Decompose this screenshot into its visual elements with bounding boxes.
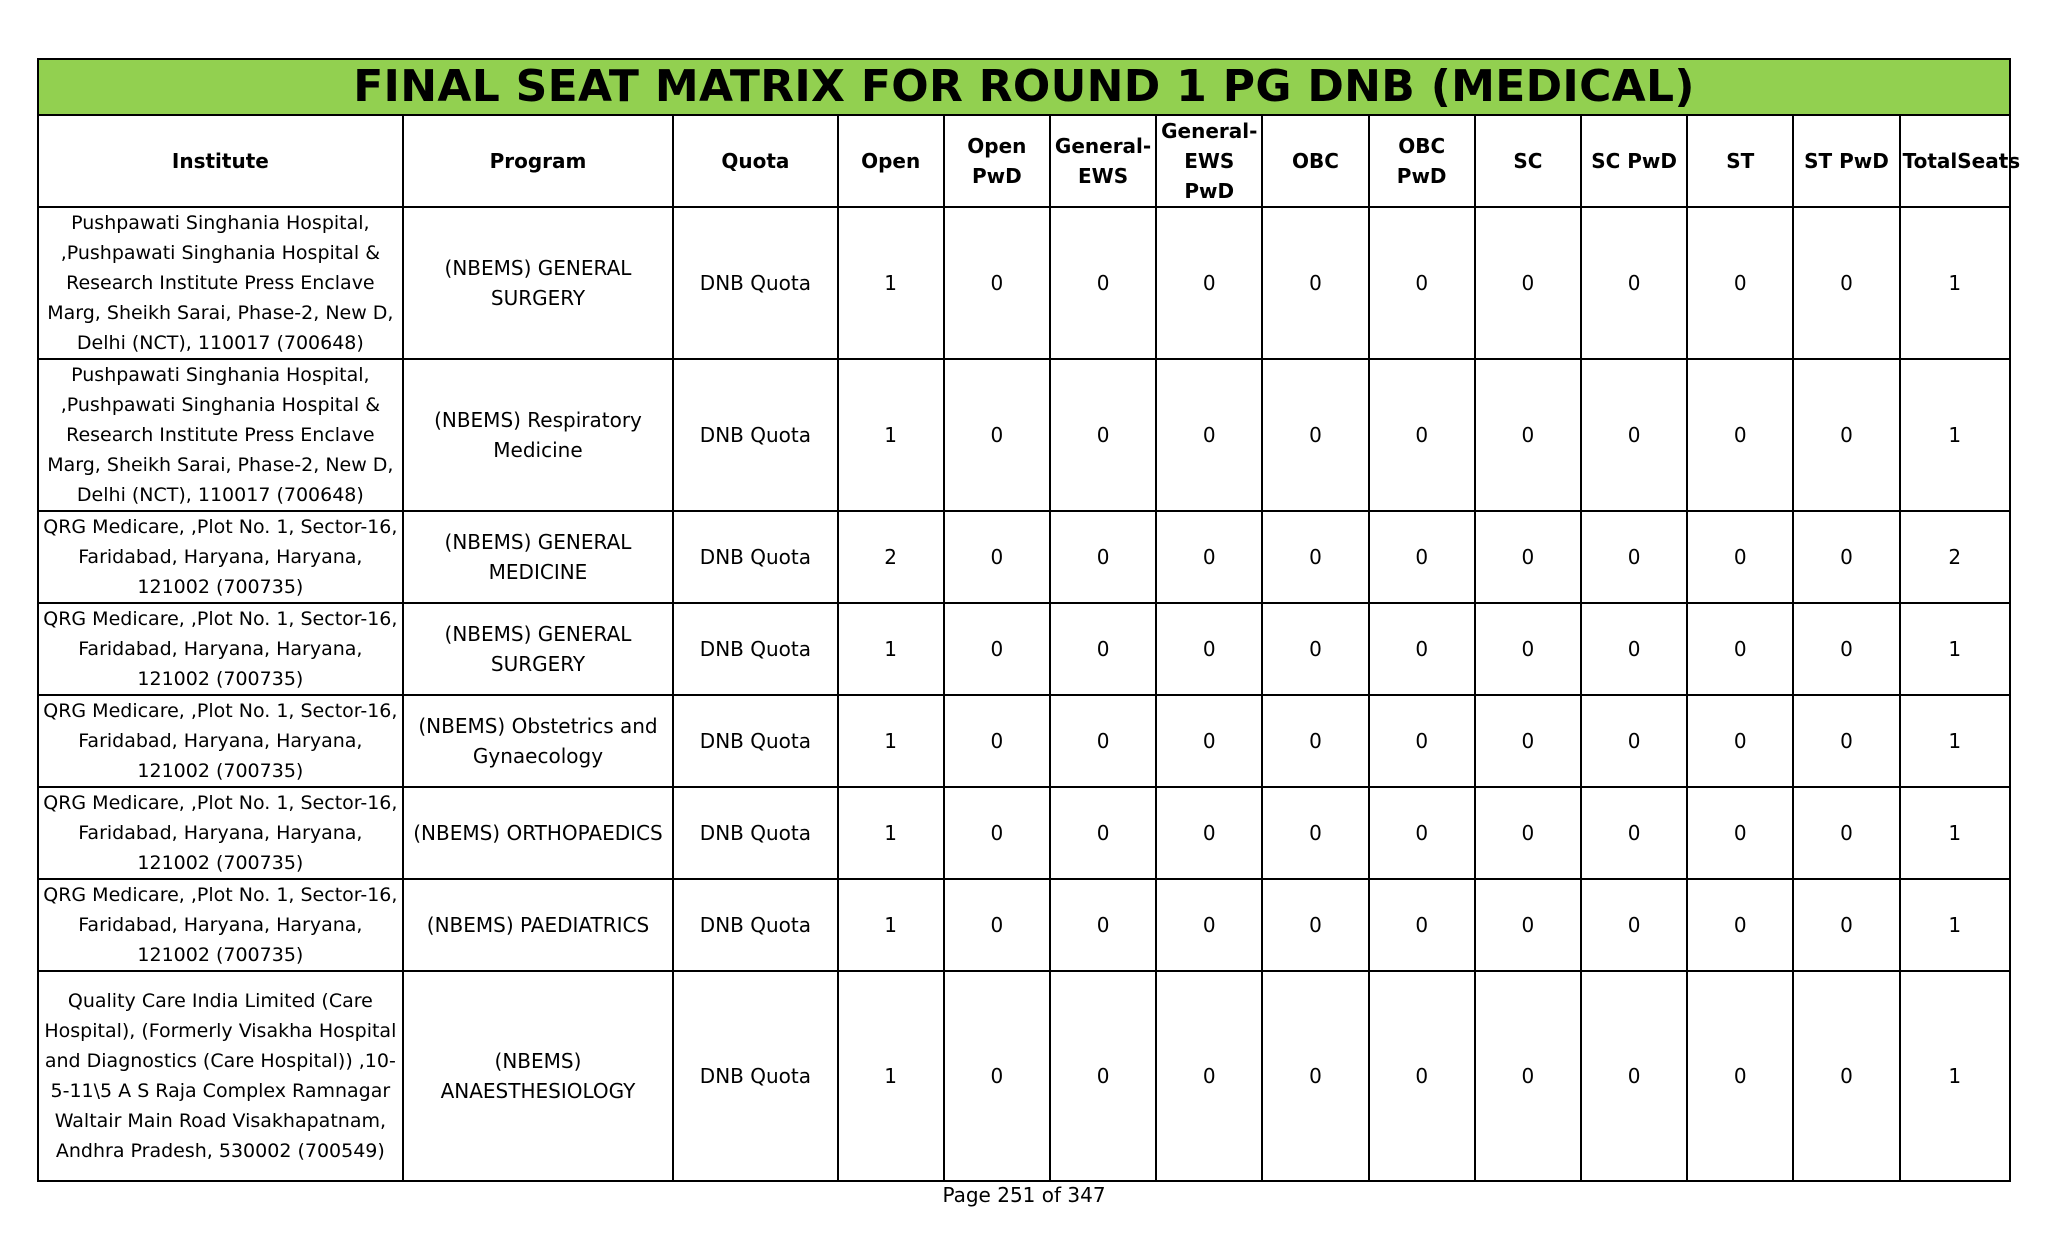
open-cell: 1 xyxy=(838,787,944,879)
st-pwd-cell: 0 xyxy=(1793,359,1899,511)
program-cell: (NBEMS) PAEDIATRICS xyxy=(403,879,674,971)
obc-pwd-cell: 0 xyxy=(1369,971,1475,1181)
column-header-sc: SC xyxy=(1475,115,1581,207)
total-seats-cell: 1 xyxy=(1900,207,2010,359)
program-cell: (NBEMS) GENERAL SURGERY xyxy=(403,603,674,695)
column-header-st-pwd: ST PwD xyxy=(1793,115,1899,207)
open-cell: 1 xyxy=(838,879,944,971)
quota-cell: DNB Quota xyxy=(673,603,837,695)
st-cell: 0 xyxy=(1687,207,1793,359)
column-header-obc: OBC xyxy=(1262,115,1368,207)
total-seats-cell: 1 xyxy=(1900,879,2010,971)
institute-cell: Quality Care India Limited (Care Hospital), (Formerly Visakha Hospital and Diagnostics (Care Hospital)) ,10-5-11\5 A S Raja Complex Ramnagar Waltair Main Road Visakhapatnam, Andhra Pradesh, 530002 (700549) xyxy=(38,971,403,1181)
st-pwd-cell: 0 xyxy=(1793,603,1899,695)
sc-pwd-cell: 0 xyxy=(1581,971,1687,1181)
program-cell: (NBEMS) GENERAL MEDICINE xyxy=(403,511,674,603)
general-ews-cell: 0 xyxy=(1050,603,1156,695)
open-pwd-cell: 0 xyxy=(944,603,1050,695)
obc-cell: 0 xyxy=(1262,207,1368,359)
table-row xyxy=(38,359,2010,511)
obc-cell: 0 xyxy=(1262,359,1368,511)
page-title: FINAL SEAT MATRIX FOR ROUND 1 PG DNB (MEDICAL) xyxy=(38,59,2010,115)
column-header-obc-pwd: OBC PwD xyxy=(1369,115,1475,207)
total-seats-cell: 1 xyxy=(1900,787,2010,879)
general-ews-cell: 0 xyxy=(1050,511,1156,603)
sc-cell: 0 xyxy=(1475,879,1581,971)
general-ews-pwd-cell: 0 xyxy=(1156,787,1262,879)
sc-cell: 0 xyxy=(1475,787,1581,879)
st-pwd-cell: 0 xyxy=(1793,879,1899,971)
open-pwd-cell: 0 xyxy=(944,879,1050,971)
sc-cell: 0 xyxy=(1475,695,1581,787)
table-row xyxy=(38,879,2010,971)
general-ews-pwd-cell: 0 xyxy=(1156,879,1262,971)
table-row xyxy=(38,695,2010,787)
obc-pwd-cell: 0 xyxy=(1369,359,1475,511)
institute-cell: QRG Medicare, ,Plot No. 1, Sector-16, Faridabad, Haryana, Haryana, 121002 (700735) xyxy=(38,879,403,971)
st-cell: 0 xyxy=(1687,695,1793,787)
quota-cell: DNB Quota xyxy=(673,879,837,971)
column-header-sc-pwd: SC PwD xyxy=(1581,115,1687,207)
sc-pwd-cell: 0 xyxy=(1581,695,1687,787)
open-pwd-cell: 0 xyxy=(944,695,1050,787)
header-row xyxy=(38,115,2010,207)
quota-cell: DNB Quota xyxy=(673,787,837,879)
st-pwd-cell: 0 xyxy=(1793,971,1899,1181)
sc-cell: 0 xyxy=(1475,207,1581,359)
st-cell: 0 xyxy=(1687,603,1793,695)
obc-cell: 0 xyxy=(1262,787,1368,879)
quota-cell: DNB Quota xyxy=(673,359,837,511)
open-pwd-cell: 0 xyxy=(944,359,1050,511)
st-pwd-cell: 0 xyxy=(1793,787,1899,879)
table-row xyxy=(38,971,2010,1181)
table-row xyxy=(38,511,2010,603)
general-ews-cell: 0 xyxy=(1050,695,1156,787)
sc-pwd-cell: 0 xyxy=(1581,603,1687,695)
column-header-general-ews-pwd: General-EWS PwD xyxy=(1156,115,1262,207)
total-seats-cell: 1 xyxy=(1900,695,2010,787)
column-header-institute: Institute xyxy=(38,115,403,207)
sc-pwd-cell: 0 xyxy=(1581,787,1687,879)
st-cell: 0 xyxy=(1687,359,1793,511)
obc-cell: 0 xyxy=(1262,511,1368,603)
institute-cell: Pushpawati Singhania Hospital, ,Pushpawati Singhania Hospital & Research Institute Press Enclave Marg, Sheikh Sarai, Phase-2, New D, Delhi (NCT), 110017 (700648) xyxy=(38,207,403,359)
program-cell: (NBEMS) ANAESTHESIOLOGY xyxy=(403,971,674,1181)
open-pwd-cell: 0 xyxy=(944,511,1050,603)
general-ews-pwd-cell: 0 xyxy=(1156,603,1262,695)
open-cell: 1 xyxy=(838,695,944,787)
obc-pwd-cell: 0 xyxy=(1369,511,1475,603)
quota-cell: DNB Quota xyxy=(673,511,837,603)
open-cell: 2 xyxy=(838,511,944,603)
open-cell: 1 xyxy=(838,359,944,511)
st-pwd-cell: 0 xyxy=(1793,207,1899,359)
general-ews-cell: 0 xyxy=(1050,359,1156,511)
general-ews-pwd-cell: 0 xyxy=(1156,207,1262,359)
column-header-st: ST xyxy=(1687,115,1793,207)
column-header-general-ews: General-EWS xyxy=(1050,115,1156,207)
open-pwd-cell: 0 xyxy=(944,207,1050,359)
st-pwd-cell: 0 xyxy=(1793,511,1899,603)
obc-pwd-cell: 0 xyxy=(1369,695,1475,787)
general-ews-pwd-cell: 0 xyxy=(1156,971,1262,1181)
sc-cell: 0 xyxy=(1475,511,1581,603)
obc-pwd-cell: 0 xyxy=(1369,207,1475,359)
sc-cell: 0 xyxy=(1475,603,1581,695)
table-row xyxy=(38,603,2010,695)
general-ews-cell: 0 xyxy=(1050,787,1156,879)
table-row xyxy=(38,787,2010,879)
obc-cell: 0 xyxy=(1262,971,1368,1181)
general-ews-pwd-cell: 0 xyxy=(1156,695,1262,787)
sc-cell: 0 xyxy=(1475,971,1581,1181)
general-ews-cell: 0 xyxy=(1050,207,1156,359)
seat-matrix-sheet xyxy=(37,58,2021,1182)
institute-cell: Pushpawati Singhania Hospital, ,Pushpawati Singhania Hospital & Research Institute Press Enclave Marg, Sheikh Sarai, Phase-2, New D, Delhi (NCT), 110017 (700648) xyxy=(38,359,403,511)
table-row xyxy=(38,207,2010,359)
total-seats-cell: 1 xyxy=(1900,971,2010,1181)
institute-cell: QRG Medicare, ,Plot No. 1, Sector-16, Faridabad, Haryana, Haryana, 121002 (700735) xyxy=(38,787,403,879)
st-cell: 0 xyxy=(1687,787,1793,879)
obc-cell: 0 xyxy=(1262,603,1368,695)
column-header-open-pwd: Open PwD xyxy=(944,115,1050,207)
general-ews-pwd-cell: 0 xyxy=(1156,511,1262,603)
obc-pwd-cell: 0 xyxy=(1369,787,1475,879)
sc-cell: 0 xyxy=(1475,359,1581,511)
quota-cell: DNB Quota xyxy=(673,971,837,1181)
institute-cell: QRG Medicare, ,Plot No. 1, Sector-16, Faridabad, Haryana, Haryana, 121002 (700735) xyxy=(38,695,403,787)
page-number: Page 251 of 347 xyxy=(942,1183,1106,1207)
obc-cell: 0 xyxy=(1262,879,1368,971)
quota-cell: DNB Quota xyxy=(673,207,837,359)
obc-pwd-cell: 0 xyxy=(1369,879,1475,971)
program-cell: (NBEMS) Respiratory Medicine xyxy=(403,359,674,511)
obc-cell: 0 xyxy=(1262,695,1368,787)
column-header-quota: Quota xyxy=(673,115,837,207)
total-seats-cell: 1 xyxy=(1900,359,2010,511)
program-cell: (NBEMS) Obstetrics and Gynaecology xyxy=(403,695,674,787)
column-header-total-seats: TotalSeats xyxy=(1900,115,2010,207)
general-ews-cell: 0 xyxy=(1050,879,1156,971)
sc-pwd-cell: 0 xyxy=(1581,879,1687,971)
open-cell: 1 xyxy=(838,603,944,695)
total-seats-cell: 1 xyxy=(1900,603,2010,695)
obc-pwd-cell: 0 xyxy=(1369,603,1475,695)
sc-pwd-cell: 0 xyxy=(1581,207,1687,359)
st-pwd-cell: 0 xyxy=(1793,695,1899,787)
column-header-open: Open xyxy=(838,115,944,207)
institute-cell: QRG Medicare, ,Plot No. 1, Sector-16, Faridabad, Haryana, Haryana, 121002 (700735) xyxy=(38,511,403,603)
general-ews-cell: 0 xyxy=(1050,971,1156,1181)
sc-pwd-cell: 0 xyxy=(1581,511,1687,603)
program-cell: (NBEMS) ORTHOPAEDICS xyxy=(403,787,674,879)
quota-cell: DNB Quota xyxy=(673,695,837,787)
open-cell: 1 xyxy=(838,207,944,359)
seat-matrix-table xyxy=(37,58,2021,1182)
general-ews-pwd-cell: 0 xyxy=(1156,359,1262,511)
program-cell: (NBEMS) GENERAL SURGERY xyxy=(403,207,674,359)
st-cell: 0 xyxy=(1687,879,1793,971)
institute-cell: QRG Medicare, ,Plot No. 1, Sector-16, Faridabad, Haryana, Haryana, 121002 (700735) xyxy=(38,603,403,695)
column-header-program: Program xyxy=(403,115,674,207)
st-cell: 0 xyxy=(1687,971,1793,1181)
open-cell: 1 xyxy=(838,971,944,1181)
open-pwd-cell: 0 xyxy=(944,971,1050,1181)
st-cell: 0 xyxy=(1687,511,1793,603)
sc-pwd-cell: 0 xyxy=(1581,359,1687,511)
total-seats-cell: 2 xyxy=(1900,511,2010,603)
open-pwd-cell: 0 xyxy=(944,787,1050,879)
